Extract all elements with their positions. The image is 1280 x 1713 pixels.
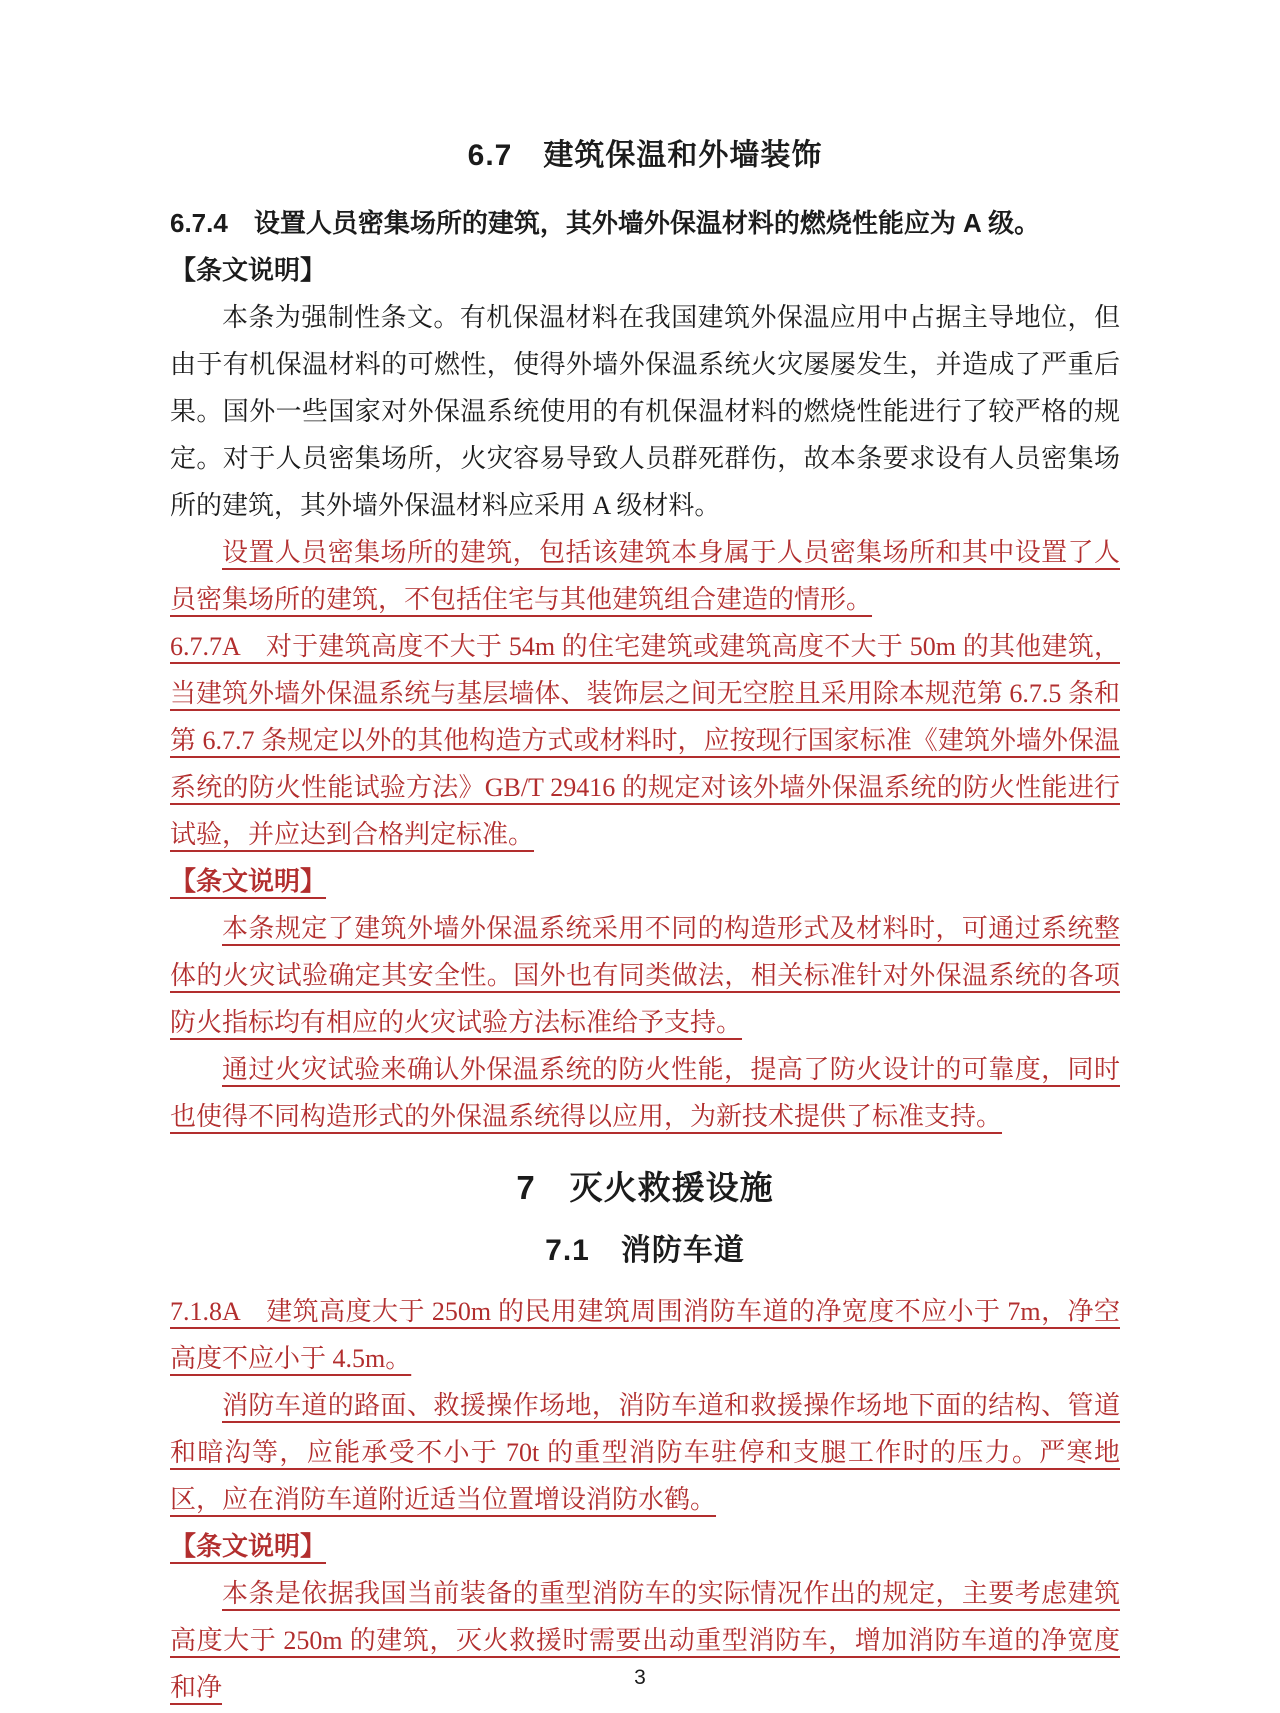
- explanation-label-6-7-7A: [170, 858, 1120, 905]
- explanation-label-7-1-8A-text: 【条文说明】: [170, 1531, 327, 1561]
- inserted-text-7-1-8A: 消防车道的路面、救援操作场地，消防车道和救援操作场地下面的结构、管道和暗沟等，应能承受不小于 70t 的重型消防车驻停和支腿工作时的压力。严寒地区，应在消防车道附近适当位置增设消防水鹤。: [170, 1391, 1120, 1514]
- page-number: 3: [634, 1666, 646, 1689]
- section-7-1-heading: 7.1 消防车道: [545, 1234, 745, 1267]
- clause-7-1-8A: 7.1.8A 建筑高度大于 250m 的民用建筑周围消防车道的净宽度不应小于 7m，净空高度不应小于 4.5m。: [170, 1297, 1120, 1373]
- chapter-7-heading: 7 灭火救援设施: [516, 1169, 774, 1206]
- explanation-label-7-1-8A: [170, 1523, 1120, 1570]
- explanation-paragraph-6-7-7A-2: 通过火灾试验来确认外保温系统的防火性能，提高了防火设计的可靠度，同时也使得不同构造形式的外保温系统得以应用，为新技术提供了标准支持。: [170, 1055, 1120, 1131]
- clause-6-7-4: 6.7.4 设置人员密集场所的建筑，其外墙外保温材料的燃烧性能应为 A 级。: [170, 208, 1041, 238]
- section-6-7-heading: 6.7 建筑保温和外墙装饰: [467, 139, 823, 172]
- explanation-paragraph-6-7-7A-1: 本条规定了建筑外墙外保温系统采用不同的构造形式及材料时，可通过系统整体的火灾试验确定其安全性。国外也有同类做法，相关标准针对外保温系统的各项防火指标均有相应的火灾试验方法标准给予支持。: [170, 914, 1120, 1037]
- explanation-paragraph-6-7-4: 本条为强制性条文。有机保温材料在我国建筑外保温应用中占据主导地位，但由于有机保温材料的可燃性，使得外墙外保温系统火灾屡屡发生，并造成了严重后果。国外一些国家对外保温系统使用的有机保温材料的燃烧性能进行了较严格的规定。对于人员密集场所，火灾容易导致人员群死群伤，故本条要求设有人员密集场所的建筑，其外墙外保温材料应采用 A 级材料。: [170, 303, 1120, 520]
- explanation-label-6-7-7A-text: 【条文说明】: [170, 866, 327, 896]
- inserted-text-6-7-4: 设置人员密集场所的建筑，包括该建筑本身属于人员密集场所和其中设置了人员密集场所的建筑，不包括住宅与其他建筑组合建造的情形。: [170, 538, 1120, 614]
- explanation-label-6-7-4: 【条文说明】: [170, 255, 327, 285]
- clause-6-7-7A: 6.7.7A 对于建筑高度不大于 54m 的住宅建筑或建筑高度不大于 50m 的其他建筑，当建筑外墙外保温系统与基层墙体、装饰层之间无空腔且采用除本规范第 6.7.5 条和第 6.7.7 条规定以外的其他构造方式或材料时，应按现行国家标准《建筑外墙外保温系统的防火性能试验方法》GB/T 29416 的规定对该外墙外保温系统的防火性能进行试验，并应达到合格判定标准。: [170, 632, 1120, 849]
- explanation-paragraph-7-1-8A: 本条是依据我国当前装备的重型消防车的实际情况作出的规定，主要考虑建筑高度大于 250m 的建筑，灭火救援时需要出动重型消防车，增加消防车道的净宽度和净: [170, 1579, 1120, 1702]
